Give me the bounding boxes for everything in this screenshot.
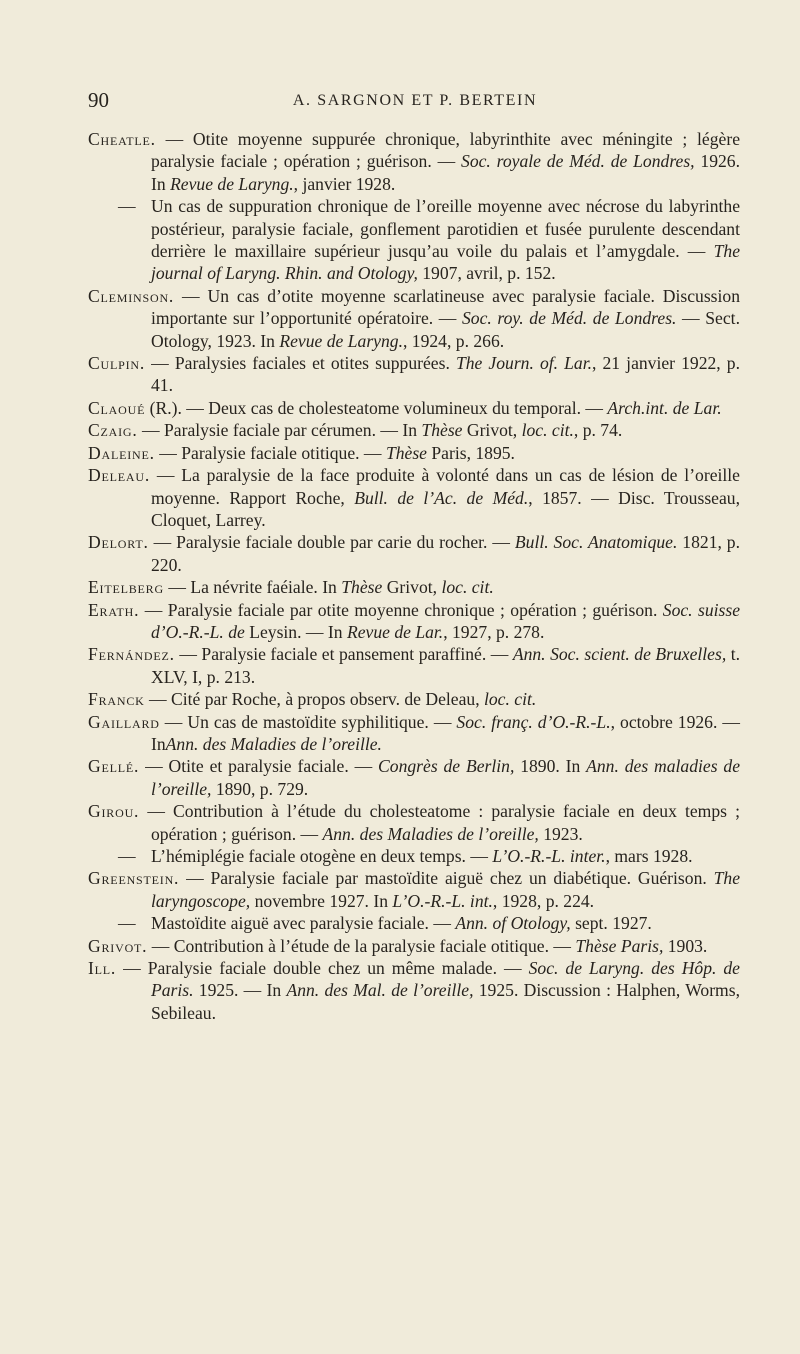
- entry-author: Gaillard: [88, 711, 160, 732]
- entry-text: Paris, 1895.: [426, 442, 515, 463]
- entry-source-title: The Journ. of. Lar.: [455, 353, 593, 374]
- entry-source-title: Revue de Laryng.: [170, 173, 294, 194]
- entry-author: —: [118, 913, 137, 934]
- bibliography-entry: [88, 531, 740, 576]
- entry-text: Grivot,: [462, 420, 522, 441]
- entry-source-title: Congrès de Berlin,: [378, 756, 515, 777]
- entry-text: Grivot,: [382, 577, 442, 598]
- entry-author: Cheatle.: [88, 129, 156, 149]
- entry-author: Claoué: [88, 397, 146, 418]
- entry-author: Fernández.: [88, 644, 175, 665]
- bibliography-entry: [88, 576, 740, 598]
- entry-text: — Paralysies faciales et otites suppurées.: [151, 353, 456, 374]
- entry-source-title: Thèse: [421, 420, 463, 441]
- entry-text: , 1927, p. 278.: [443, 621, 545, 642]
- entry-author: Cleminson.: [88, 285, 175, 306]
- bibliography-entry: [88, 688, 740, 710]
- entry-source-title: Thèse: [341, 577, 383, 598]
- entry-text: — Paralysie faciale et pansement paraffiné. —: [179, 644, 513, 665]
- entry-text: (R.). — Deux cas de cholesteatome volumineux du temporal. —: [149, 397, 608, 418]
- entry-source-title: Soc. de Laryng. des Hôp. de Paris.: [151, 958, 740, 1001]
- entry-text: 1925. Discussion : Halphen, Worms, Sebileau.: [151, 980, 740, 1023]
- entry-text: — Paralysie faciale par otite moyenne chronique ; opération ; guérison.: [144, 599, 663, 620]
- entry-text: , janvier 1928.: [293, 173, 396, 194]
- bibliography-entry: [88, 352, 740, 397]
- entry-author: Ill.: [88, 958, 117, 979]
- entry-source-title: L’O.-R.-L. int.: [392, 890, 493, 911]
- entry-text: — La paralysie de la face produite à volonté dans un cas de lésion de l’oreille moyenne. Rapport Roche,: [151, 465, 740, 508]
- entry-text: , 1928, p. 224.: [492, 890, 595, 911]
- bibliography-entry: [88, 755, 740, 800]
- bibliography-entry: [88, 285, 740, 352]
- entry-text: Leysin. — In: [244, 621, 347, 642]
- entry-author: Culpin.: [88, 353, 146, 374]
- entry-author: Greenstein.: [88, 868, 180, 889]
- entry-source-title: Ann. des Maladies de l’oreille,: [322, 823, 539, 844]
- entry-source-title: L’O.-R.-L. inter.: [492, 846, 606, 866]
- page-number: 90: [88, 88, 109, 112]
- entry-text: , 1924, p. 266.: [402, 330, 505, 351]
- entry-author: Eitelberg: [88, 577, 164, 598]
- entry-text: , octobre 1926. — In: [151, 711, 740, 754]
- entry-source-title: Soc. franç. d’O.-R.-L.: [456, 711, 611, 732]
- bibliography-entry: [88, 464, 740, 531]
- entry-author: —: [118, 846, 137, 866]
- entry-author: Erath.: [88, 599, 140, 620]
- entry-author: —: [118, 196, 137, 217]
- entry-text: — Paralysie faciale double chez un même malade. —: [123, 958, 529, 979]
- entry-text: — Paralysie faciale par mastoïdite aiguë chez un diabétique. Guérison.: [186, 868, 714, 889]
- entry-text: 1923.: [538, 823, 583, 844]
- entry-text: sept. 1927.: [570, 913, 652, 934]
- entry-text: novembre 1927. In: [250, 890, 393, 911]
- entry-source-title: The journal of Laryng. Rhin. and Otology,: [151, 241, 740, 284]
- entry-text: 1925. — In: [193, 980, 287, 1001]
- entry-text: Mastoïdite aiguë avec paralysie faciale. —: [151, 913, 456, 934]
- entry-author: Grivot.: [88, 935, 148, 956]
- entry-text: t. XLV, I, p. 213.: [151, 644, 741, 687]
- entry-text: — Otite moyenne suppurée chronique, labyrinthite avec méningite ; légère paralysie faciale ; opération ; guérison. —: [151, 129, 741, 172]
- bibliography-entry: [88, 711, 740, 756]
- bibliography-entry: [88, 419, 740, 441]
- entry-text: — La névrite faéiale. In: [168, 577, 342, 598]
- entry-author: Gellé.: [88, 756, 140, 777]
- entry-text: , p. 74.: [573, 420, 623, 441]
- entry-source-title: loc. cit.: [441, 577, 494, 598]
- entry-source-title: Revue de Laryng.: [279, 330, 403, 351]
- entry-text: 1890. In: [514, 756, 587, 777]
- entry-source-title: Bull. Soc. Anatomique.: [514, 532, 678, 553]
- bibliography-entry: [88, 643, 740, 688]
- entry-text: — Paralysie faciale double par carie du rocher. —: [153, 532, 515, 553]
- bibliography-entry: [88, 912, 740, 934]
- entry-text: — Contribution à l’étude de la paralysie faciale otitique. —: [151, 935, 576, 956]
- entry-source-title: Arch.int. de Lar.: [607, 397, 722, 418]
- bibliography-entry: [88, 800, 740, 845]
- entry-author: Girou.: [88, 801, 140, 822]
- entry-source-title: Ann. des Mal. de l’oreille,: [286, 980, 474, 1001]
- entry-source-title: loc. cit.: [521, 420, 574, 441]
- entry-source-title: Ann. des Maladies de l’oreille.: [165, 733, 382, 754]
- entry-text: — Sect. Otology, 1923. In: [151, 308, 740, 351]
- entry-author: Czaig.: [88, 420, 138, 441]
- entry-text: , 1857. — Disc. Trousseau, Cloquet, Larrey.: [151, 487, 740, 530]
- entry-text: 1926. In: [151, 151, 740, 194]
- page-header: [88, 88, 712, 118]
- entry-text: — Paralysie faciale par cérumen. — In: [142, 420, 422, 441]
- entry-source-title: Ann. des maladies de l’oreille,: [151, 756, 741, 799]
- entry-text: — Otite et paralysie faciale. —: [145, 756, 379, 777]
- entry-text: 1907, avril, p. 152.: [417, 263, 556, 284]
- entry-source-title: Bull. de l’Ac. de Méd.: [354, 487, 529, 508]
- entry-author: Daleine.: [88, 442, 155, 463]
- bibliography-entry: [88, 195, 740, 285]
- entry-text: — Un cas de mastoïdite syphilitique. —: [164, 711, 457, 732]
- entry-source-title: Thèse: [385, 442, 427, 463]
- entry-source-title: Thèse Paris,: [575, 935, 664, 956]
- entry-text: 1903.: [663, 935, 708, 956]
- bibliography-entry: [88, 442, 740, 464]
- bibliography-entry: [88, 845, 740, 867]
- entry-author: Deleau.: [88, 465, 151, 486]
- entry-source-title: Soc. royale de Méd. de Londres,: [461, 151, 695, 172]
- bibliography-entry: [88, 935, 740, 957]
- bibliography-list: [88, 128, 740, 1024]
- entry-text: Un cas de suppuration chronique de l’oreille moyenne avec nécrose du labyrinthe postérieur, paralysie faciale, gonflement parotidien et fusée purulente descendant derrière le maxillaire supérieur jusqu’au voile du palais et l’amygdale. —: [151, 196, 740, 262]
- bibliography-entry: [88, 599, 740, 644]
- entry-text: — Contribution à l’étude du cholesteatome : paralysie faciale en deux temps ; opération ; guérison. —: [147, 801, 740, 844]
- entry-text: — Cité par Roche, à propos observ. de Deleau,: [149, 689, 484, 710]
- entry-text: — Paralysie faciale otitique. —: [159, 442, 386, 463]
- bibliography-entry: [88, 867, 740, 912]
- entry-source-title: Soc. suisse d’O.-R.-L. de: [151, 599, 741, 642]
- entry-source-title: Ann. Soc. scient. de Bruxelles,: [512, 644, 727, 665]
- running-title: A. SARGNON ET P. BERTEIN: [292, 92, 538, 109]
- entry-author: Franck: [88, 689, 145, 710]
- entry-text: 1890, p. 729.: [211, 778, 309, 799]
- bibliography-entry: [88, 128, 740, 195]
- entry-text: 1821, p. 220.: [151, 532, 740, 575]
- entry-text: — Un cas d’otite moyenne scarlatineuse avec paralysie faciale. Discussion importante sur l’opportunité opératoire. —: [151, 285, 740, 329]
- bibliography-entry: [88, 957, 740, 1024]
- bibliography-entry: [88, 397, 740, 419]
- entry-text: , 21 janvier 1922, p. 41.: [151, 353, 740, 396]
- entry-source-title: The laryngoscope,: [151, 868, 740, 911]
- entry-source-title: loc. cit.: [484, 689, 537, 710]
- entry-text: , mars 1928.: [605, 846, 693, 866]
- entry-source-title: Soc. roy. de Méd. de Londres.: [462, 308, 677, 329]
- entry-source-title: Revue de Lar.: [346, 621, 444, 642]
- entry-source-title: Ann. of Otology,: [455, 913, 571, 934]
- entry-author: Delort.: [88, 532, 149, 553]
- entry-text: L’hémiplégie faciale otogène en deux temps. —: [151, 846, 493, 866]
